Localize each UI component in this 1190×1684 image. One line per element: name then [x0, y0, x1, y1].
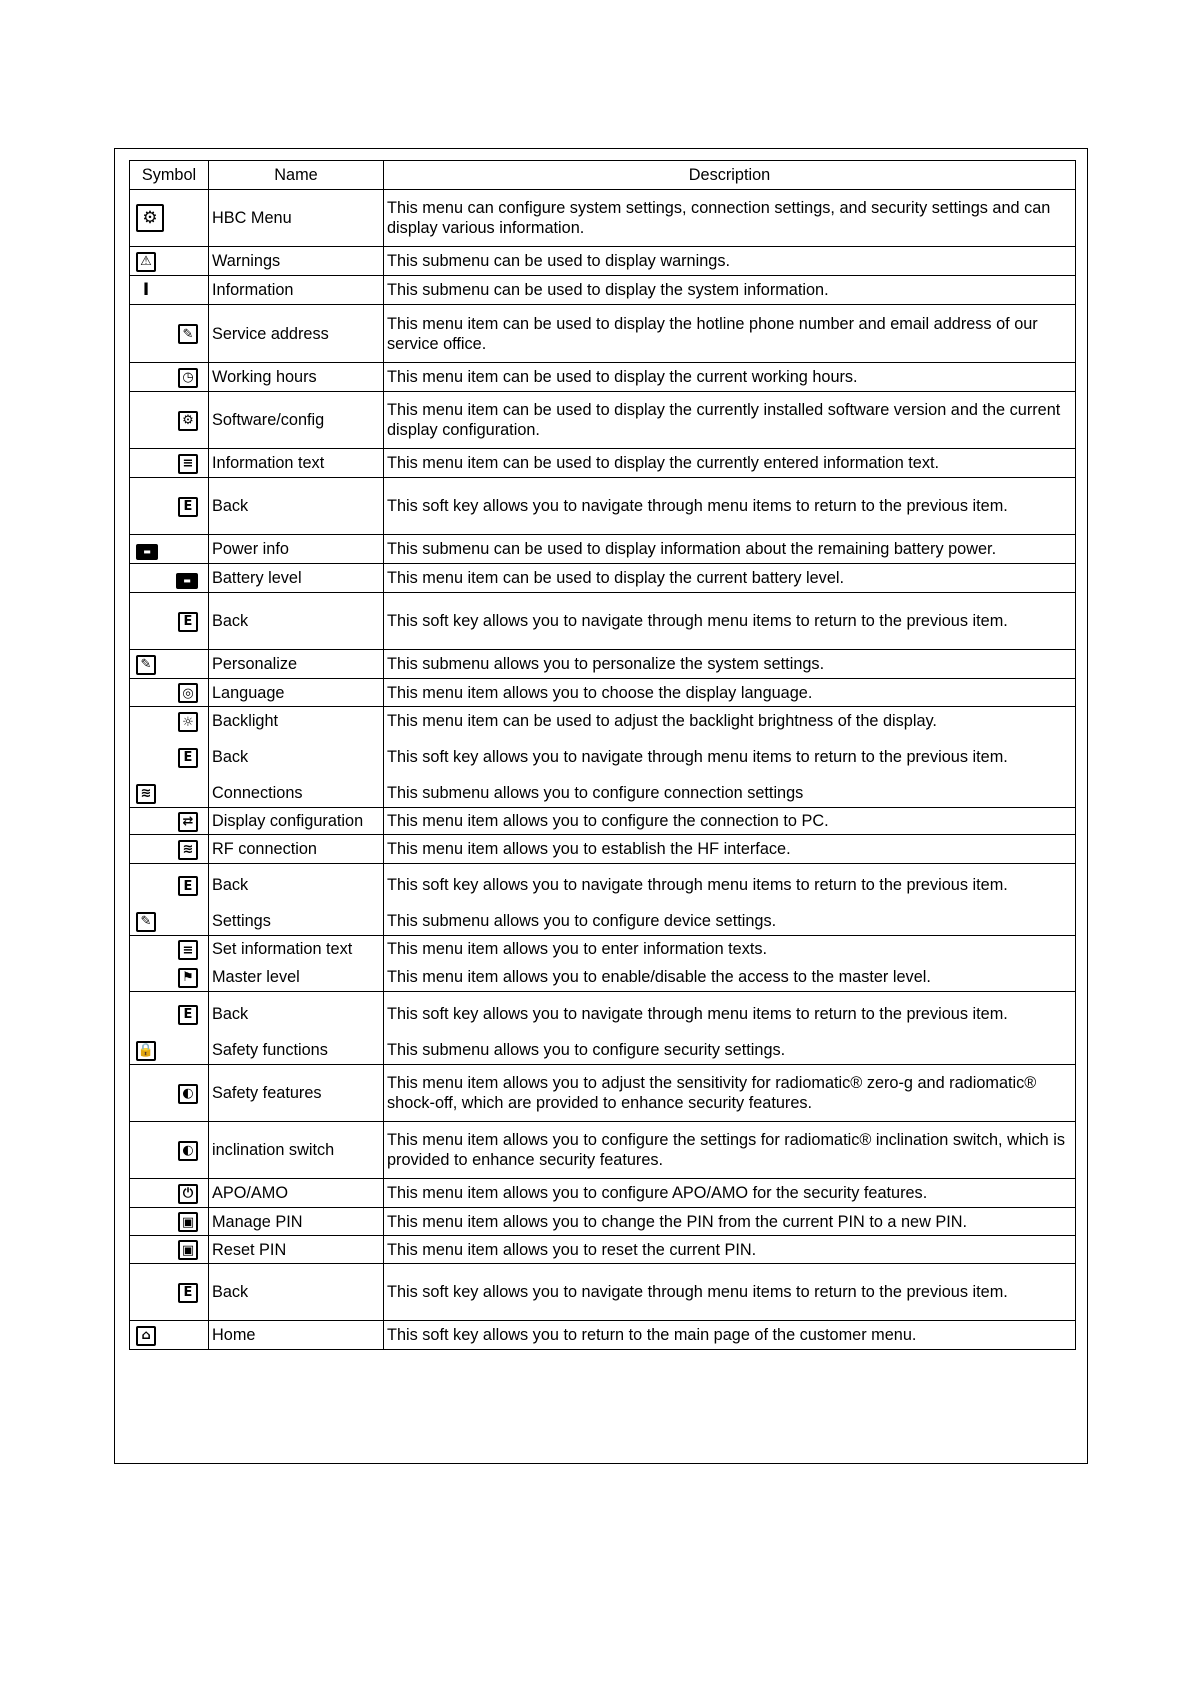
- name-cell: Back: [209, 593, 384, 650]
- name-cell: APO/AMO: [209, 1179, 384, 1208]
- name-cell: Back: [209, 478, 384, 535]
- document-frame: [114, 148, 1088, 1464]
- settings-icon: ✎: [136, 912, 156, 932]
- back-icon: E: [178, 1283, 198, 1303]
- table-row: [130, 392, 1076, 449]
- description-cell: This soft key allows you to navigate through menu items to return to the previous item.: [384, 736, 1076, 779]
- description-cell: This soft key allows you to return to the main page of the customer menu.: [384, 1321, 1076, 1350]
- symbol-cell: [130, 907, 209, 936]
- name-cell: Home: [209, 1321, 384, 1350]
- description-cell: This menu item allows you to change the PIN from the current PIN to a new PIN.: [384, 1208, 1076, 1236]
- connections-icon: ≋: [136, 784, 156, 804]
- symbol-cell: [130, 305, 209, 363]
- description-cell: This submenu can be used to display the system information.: [384, 276, 1076, 305]
- table-row: [130, 736, 1076, 779]
- name-cell: Connections: [209, 779, 384, 808]
- table-row: [130, 190, 1076, 247]
- table-row: [130, 864, 1076, 907]
- hbc-menu-icon: ⚙: [136, 204, 164, 232]
- name-cell: Master level: [209, 963, 384, 992]
- symbol-cell: [130, 679, 209, 707]
- symbol-cell: [130, 190, 209, 247]
- symbol-cell: [130, 1236, 209, 1264]
- table-row: [130, 449, 1076, 478]
- table-row: [130, 679, 1076, 707]
- table-row: [130, 1036, 1076, 1065]
- description-cell: This soft key allows you to navigate through menu items to return to the previous item.: [384, 864, 1076, 907]
- description-cell: This menu item can be used to display the current battery level.: [384, 564, 1076, 593]
- language-icon: ◎: [178, 683, 198, 703]
- manage-pin-icon: ▣: [178, 1212, 198, 1232]
- description-cell: This menu item allows you to configure the settings for radiomatic® inclination switch, which is provided to enhance security features.: [384, 1122, 1076, 1179]
- symbol-cell: [130, 363, 209, 392]
- back-icon: E: [178, 748, 198, 768]
- table-row: [130, 1264, 1076, 1321]
- table-row: [130, 564, 1076, 593]
- name-cell: Reset PIN: [209, 1236, 384, 1264]
- table-row: [130, 963, 1076, 992]
- table-row: [130, 1065, 1076, 1122]
- symbol-cell: [130, 1264, 209, 1321]
- safety-features-icon: ◐: [178, 1084, 198, 1104]
- description-cell: This soft key allows you to navigate through menu items to return to the previous item.: [384, 478, 1076, 535]
- symbol-cell: [130, 449, 209, 478]
- symbol-cell: [130, 1208, 209, 1236]
- symbol-cell: [130, 1321, 209, 1350]
- name-cell: HBC Menu: [209, 190, 384, 247]
- working-hours-icon: ◷: [178, 368, 198, 388]
- name-cell: Service address: [209, 305, 384, 363]
- symbol-cell: [130, 835, 209, 864]
- information-text-icon: ≡: [178, 454, 198, 474]
- symbol-cell: [130, 276, 209, 305]
- table-row: [130, 305, 1076, 363]
- description-cell: This submenu can be used to display warnings.: [384, 247, 1076, 276]
- display-configuration-icon: ⇄: [178, 812, 198, 832]
- information-icon: I: [142, 279, 150, 300]
- description-column-header: Description: [384, 161, 1076, 190]
- inclination-switch-icon: ◐: [178, 1141, 198, 1161]
- description-cell: This menu item can be used to display the currently entered information text.: [384, 449, 1076, 478]
- description-cell: This menu item allows you to adjust the sensitivity for radiomatic® zero-g and radiomatic® shock-off, which are provided to enhance security features.: [384, 1065, 1076, 1122]
- software-config-icon: ⚙: [178, 411, 198, 431]
- table-row: [130, 992, 1076, 1036]
- home-icon: ⌂: [136, 1326, 156, 1346]
- symbol-cell: [130, 564, 209, 593]
- name-cell: Battery level: [209, 564, 384, 593]
- symbol-cell: [130, 1065, 209, 1122]
- name-cell: Display configuration: [209, 808, 384, 835]
- table-row: [130, 1179, 1076, 1208]
- name-cell: Power info: [209, 535, 384, 564]
- name-cell: Back: [209, 992, 384, 1036]
- table-row: [130, 779, 1076, 808]
- table-row: [130, 535, 1076, 564]
- table-body: [130, 190, 1076, 1350]
- symbol-cell: [130, 1179, 209, 1208]
- name-cell: RF connection: [209, 835, 384, 864]
- description-cell: This menu item allows you to enable/disable the access to the master level.: [384, 963, 1076, 992]
- description-cell: This soft key allows you to navigate through menu items to return to the previous item.: [384, 593, 1076, 650]
- service-address-icon: ✎: [178, 324, 198, 344]
- description-cell: This submenu allows you to configure device settings.: [384, 907, 1076, 936]
- description-cell: This soft key allows you to navigate through menu items to return to the previous item.: [384, 1264, 1076, 1321]
- battery-level-icon: ▬: [176, 573, 198, 589]
- name-cell: Working hours: [209, 363, 384, 392]
- symbol-cell: [130, 593, 209, 650]
- master-level-icon: ⚑: [178, 968, 198, 988]
- back-icon: E: [178, 1005, 198, 1025]
- personalize-icon: ✎: [136, 655, 156, 675]
- table-row: [130, 936, 1076, 963]
- warning-icon: ⚠: [136, 252, 156, 272]
- description-cell: This menu item can be used to display the current working hours.: [384, 363, 1076, 392]
- description-cell: This submenu allows you to personalize the system settings.: [384, 650, 1076, 679]
- name-cell: Backlight: [209, 707, 384, 736]
- table-header-row: [130, 161, 1076, 190]
- table-row: [130, 907, 1076, 936]
- description-cell: This menu item allows you to establish the HF interface.: [384, 835, 1076, 864]
- description-cell: This menu item allows you to reset the current PIN.: [384, 1236, 1076, 1264]
- description-cell: This menu item allows you to choose the display language.: [384, 679, 1076, 707]
- name-cell: Manage PIN: [209, 1208, 384, 1236]
- description-cell: This menu can configure system settings, connection settings, and security settings and can display various information.: [384, 190, 1076, 247]
- table-row: [130, 276, 1076, 305]
- name-cell: Software/config: [209, 392, 384, 449]
- table-row: [130, 247, 1076, 276]
- symbol-cell: [130, 535, 209, 564]
- name-cell: Warnings: [209, 247, 384, 276]
- apo-amo-icon: ⏻: [178, 1184, 198, 1204]
- symbol-cell: [130, 736, 209, 779]
- table-row: [130, 363, 1076, 392]
- symbol-cell: [130, 650, 209, 679]
- table-row: [130, 835, 1076, 864]
- symbol-cell: [130, 707, 209, 736]
- symbol-cell: [130, 808, 209, 835]
- name-cell: Set information text: [209, 936, 384, 963]
- table-row: [130, 808, 1076, 835]
- description-cell: This menu item can be used to adjust the backlight brightness of the display.: [384, 707, 1076, 736]
- table-row: [130, 593, 1076, 650]
- name-cell: Back: [209, 736, 384, 779]
- symbol-cell: [130, 992, 209, 1036]
- description-cell: This submenu can be used to display information about the remaining battery power.: [384, 535, 1076, 564]
- name-cell: Information: [209, 276, 384, 305]
- name-column-header: Name: [209, 161, 384, 190]
- menu-symbol-table: [129, 160, 1076, 1350]
- name-cell: inclination switch: [209, 1122, 384, 1179]
- symbol-cell: [130, 963, 209, 992]
- description-cell: This submenu allows you to configure connection settings: [384, 779, 1076, 808]
- description-cell: This submenu allows you to configure security settings.: [384, 1036, 1076, 1065]
- name-cell: Language: [209, 679, 384, 707]
- name-cell: Back: [209, 864, 384, 907]
- name-cell: Safety functions: [209, 1036, 384, 1065]
- symbol-cell: [130, 392, 209, 449]
- table-row: [130, 1208, 1076, 1236]
- safety-functions-icon: 🔒: [136, 1041, 156, 1061]
- name-cell: Safety features: [209, 1065, 384, 1122]
- name-cell: Information text: [209, 449, 384, 478]
- table-row: [130, 1321, 1076, 1350]
- table-row: [130, 1236, 1076, 1264]
- table-row: [130, 650, 1076, 679]
- back-icon: E: [178, 876, 198, 896]
- description-cell: This menu item can be used to display the hotline phone number and email address of our service office.: [384, 305, 1076, 363]
- table-row: [130, 478, 1076, 535]
- symbol-cell: [130, 247, 209, 276]
- symbol-cell: [130, 936, 209, 963]
- name-cell: Back: [209, 1264, 384, 1321]
- description-cell: This menu item allows you to enter information texts.: [384, 936, 1076, 963]
- description-cell: This menu item allows you to configure the connection to PC.: [384, 808, 1076, 835]
- table-row: [130, 1122, 1076, 1179]
- backlight-icon: ☼: [178, 712, 198, 732]
- symbol-cell: [130, 864, 209, 907]
- back-icon: E: [178, 612, 198, 632]
- back-icon: E: [178, 497, 198, 517]
- name-cell: Personalize: [209, 650, 384, 679]
- rf-connection-icon: ≋: [178, 840, 198, 860]
- symbol-cell: [130, 1036, 209, 1065]
- description-cell: This soft key allows you to navigate through menu items to return to the previous item.: [384, 992, 1076, 1036]
- symbol-column-header: Symbol: [130, 161, 209, 190]
- reset-pin-icon: ▣: [178, 1240, 198, 1260]
- power-info-icon: ▬: [136, 544, 158, 560]
- description-cell: This menu item allows you to configure APO/AMO for the security features.: [384, 1179, 1076, 1208]
- symbol-cell: [130, 478, 209, 535]
- name-cell: Settings: [209, 907, 384, 936]
- set-information-text-icon: ≡: [178, 940, 198, 960]
- description-cell: This menu item can be used to display the currently installed software version and the current display configuration.: [384, 392, 1076, 449]
- symbol-cell: [130, 779, 209, 808]
- symbol-cell: [130, 1122, 209, 1179]
- table-row: [130, 707, 1076, 736]
